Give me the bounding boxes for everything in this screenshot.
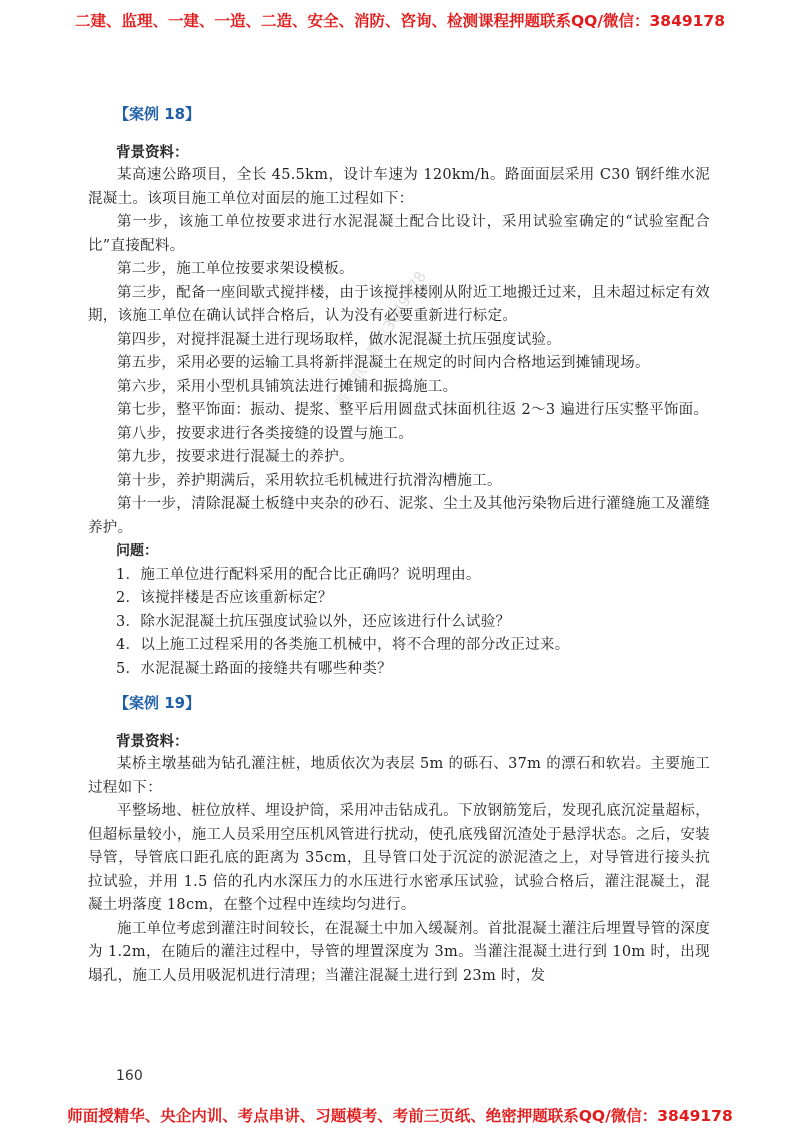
page-content [88, 103, 710, 988]
case19-paragraph: 施工单位考虑到灌注时间较长，在混凝土中加入缓凝剂。首批混凝土灌注后埋置导管的深度为 1.2m，在随后的灌注过程中，导管的埋置深度为 3m。当灌注混凝土进行到 10m 时，出现塌孔，施工人员用吸泥机进行清理；当灌注混凝土进行到 23m 时，发 [88, 920, 710, 984]
case19-paragraph: 平整场地、桩位放样、埋设护筒，采用冲击钻成孔。下放钢筋笼后，发现孔底沉淀量超标，但超标量较小，施工人员采用空压机风管进行扰动，使孔底残留沉渣处于悬浮状态。之后，安装导管，导管底口距孔底的距离为 35cm，且导管口处于沉淀的淤泥渣之上，对导管进行接头抗拉试验，并用 1.5 倍的孔内水深压力的水压进行水密承压试验，试验合格后，灌注混凝土，混凝土坍落度 18cm，在整个过程中连续均匀进行。 [88, 803, 710, 913]
case19-title: 【案例 19】 [114, 694, 201, 712]
question-item: 1．施工单位进行配料采用的配合比正确吗？说明理由。 [116, 566, 481, 583]
case18-paragraph: 第二步，施工单位按要求架设模板。 [117, 261, 354, 277]
case18-paragraph: 第一步，该施工单位按要求进行水泥混凝土配合比设计，采用试验室确定的“试验室配合比”直接配料。 [88, 214, 710, 254]
case18-paragraph: 第八步，按要求进行各类接缝的设置与施工。 [117, 425, 413, 442]
case18-paragraph: 第四步，对搅拌混凝土进行现场取样，做水泥混凝土抗压强度试验。 [117, 331, 561, 348]
case19-background-label: 背景资料： [116, 734, 189, 750]
watermark-text: 唯一联系微信3849178 [331, 268, 431, 411]
case18-paragraph: 第五步，采用必要的运输工具将新拌混凝土在规定的时间内合格地运到摊铺现场。 [117, 355, 650, 371]
question-item: 4．以上施工过程采用的各类施工机械中，将不合理的部分改正过来。 [116, 637, 570, 653]
question-item: 2．该搅拌楼是否应该重新标定？ [116, 590, 333, 606]
case18-paragraph: 第十步，养护期满后，采用软拉毛机械进行抗滑沟槽施工。 [117, 472, 502, 489]
case18-paragraph: 第七步，整平饰面：振动、提浆、整平后用圆盘式抹面机往返 2～3 遍进行压实整平饰面。 [117, 402, 709, 418]
case18-paragraph: 第十一步，清除混凝土板缝中夹杂的砂石、泥浆、尘土及其他污染物后进行灌缝施工及灌缝养护。 [88, 496, 710, 536]
bottom-banner: 师面授精华、央企内训、考点串讲、习题模考、考前三页纸、绝密押题联系QQ/微信：3849178 [67, 1107, 733, 1125]
case19-paragraph: 某桥主墩基础为钻孔灌注桩，地质依次为表层 5m 的砾石、37m 的漂石和软岩。主要施工过程如下： [88, 756, 710, 796]
question-item: 5．水泥混凝土路面的接缝共有哪些种类？ [116, 660, 392, 677]
case18-paragraph: 第三步，配备一座间歇式搅拌楼，由于该搅拌楼刚从附近工地搬迁过来，且未超过标定有效期，该施工单位在确认试拌合格后，认为没有必要重新进行标定。 [88, 284, 710, 324]
case18-paragraph: 某高速公路项目，全长 45.5km，设计车速为 120km/h。路面面层采用 C30 钢纤维水泥混凝土。该项目施工单位对面层的施工过程如下： [88, 167, 710, 207]
case18-background-label: 背景资料： [116, 145, 189, 161]
top-banner: 二建、监理、一建、一造、二造、安全、消防、咨询、检测课程押题联系QQ/微信：3849178 [74, 12, 725, 30]
question-item: 3．除水泥混凝土抗压强度试验以外，还应该进行什么试验？ [116, 613, 511, 630]
case18-paragraph: 第九步，按要求进行混凝土的养护。 [117, 449, 354, 465]
case18-questions-label: 问题： [116, 543, 158, 559]
case18-title: 【案例 18】 [114, 105, 201, 123]
page-number: 160 [116, 1068, 143, 1084]
case18-paragraph: 第六步，采用小型机具铺筑法进行摊铺和振捣施工。 [117, 378, 458, 395]
